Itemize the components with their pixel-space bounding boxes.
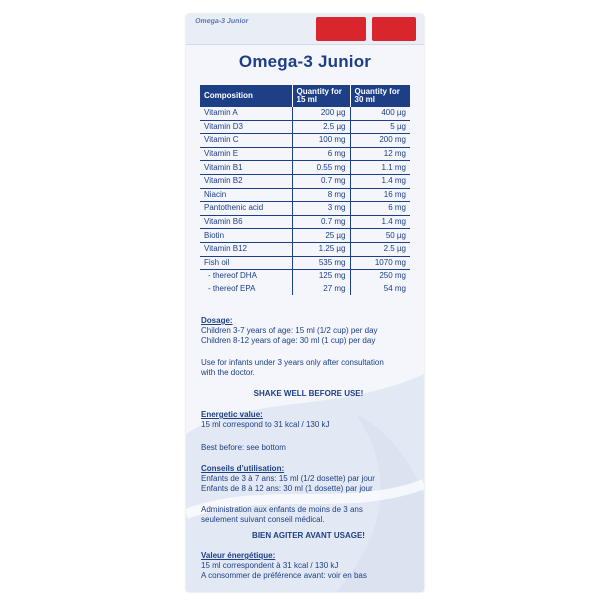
quantity-30ml: 50 µg <box>350 229 410 243</box>
table-row <box>200 134 410 148</box>
quantity-30ml: 6 mg <box>350 202 410 216</box>
dosage-heading: Dosage: <box>201 316 233 325</box>
infant-note-line: Use for infants under 3 years only after consultation <box>201 358 384 367</box>
valeur-line: 15 ml correspondent à 31 kcal / 130 kJ <box>201 561 339 570</box>
table-row <box>200 256 410 270</box>
quantity-15ml: 100 mg <box>292 134 350 148</box>
energetic-heading: Energetic value: <box>201 410 263 419</box>
header-quantity-15ml: Quantity for 15 ml <box>292 85 350 107</box>
dosage-line: Children 3-7 years of age: 15 ml (1/2 cup) per day <box>201 326 378 335</box>
quantity-15ml: 200 µg <box>292 107 350 120</box>
nutrient-name: Biotin <box>200 229 292 243</box>
energetic-line: 15 ml correspond to 31 kcal / 130 kJ <box>201 420 330 429</box>
quantity-15ml: 25 µg <box>292 229 350 243</box>
administration-line: Administration aux enfants de moins de 3 ans <box>201 505 363 514</box>
table-row <box>200 229 410 243</box>
administration-line: seulement suivant conseil médical. <box>201 515 325 524</box>
quantity-30ml: 1.4 mg <box>350 174 410 188</box>
administration-note <box>201 505 416 525</box>
nutrient-name: Vitamin B12 <box>200 242 292 256</box>
nutrient-name: Niacin <box>200 188 292 202</box>
quantity-30ml: 400 µg <box>350 107 410 120</box>
quantity-30ml: 1070 mg <box>350 256 410 270</box>
quantity-30ml: 2.5 µg <box>350 242 410 256</box>
table-row <box>200 242 410 256</box>
quantity-30ml: 5 µg <box>350 120 410 134</box>
quantity-30ml: 250 mg <box>379 271 406 281</box>
quantity-15ml: 6 mg <box>292 147 350 161</box>
quantity-30ml: 1.4 mg <box>350 215 410 229</box>
table-row <box>200 270 410 283</box>
quantity-15ml: 3 mg <box>292 202 350 216</box>
nutrient-name: Vitamin D3 <box>200 120 292 134</box>
quantity-15ml: 0.7 mg <box>292 174 350 188</box>
quantity-15ml: 1.25 µg <box>292 242 350 256</box>
nutrient-name: Fish oil <box>200 256 292 270</box>
conseils-line: Enfants de 3 à 7 ans: 15 ml (1/2 dosette) par jour <box>201 474 375 483</box>
table-header-row <box>200 85 410 107</box>
nutrient-name: Vitamin E <box>200 147 292 161</box>
quantity-15ml: 535 mg <box>292 256 350 270</box>
quantity-30ml: 54 mg <box>383 284 406 294</box>
product-box-side-panel <box>186 14 424 592</box>
shake-warning: SHAKE WELL BEFORE USE! <box>253 389 364 398</box>
nutrient-name: Vitamin B6 <box>200 215 292 229</box>
table-row <box>200 107 410 120</box>
nutrient-name: - thereof EPA <box>200 283 292 296</box>
header-composition: Composition <box>200 85 292 107</box>
valeur-section <box>201 551 416 581</box>
top-flap <box>186 14 424 45</box>
dosage-section <box>201 316 416 346</box>
nutrient-name: Vitamin C <box>200 134 292 148</box>
table-row <box>200 215 410 229</box>
nutrient-name: - thereof DHA <box>200 270 292 283</box>
flap-logo-text: Omega-3 Junior <box>194 18 249 25</box>
table-row <box>200 174 410 188</box>
infant-note <box>201 358 416 378</box>
quantity-30ml: 16 mg <box>350 188 410 202</box>
quantity-15ml: 125 mg <box>292 270 350 283</box>
quantity-15ml: 8 mg <box>292 188 350 202</box>
quantity-15ml: 0.55 mg <box>292 161 350 175</box>
quantity-15ml: 27 mg <box>292 283 350 296</box>
table-row <box>200 147 410 161</box>
quantity-30ml: 200 mg <box>350 134 410 148</box>
product-title: Omega-3 Junior <box>238 52 372 71</box>
nutrient-name: Vitamin B2 <box>200 174 292 188</box>
valeur-line: A consommer de préférence avant: voir en bas <box>201 571 367 580</box>
table-row <box>200 161 410 175</box>
nutrient-name: Vitamin B1 <box>200 161 292 175</box>
quantity-15ml: 2.5 µg <box>292 120 350 134</box>
energetic-section <box>201 410 416 430</box>
flap-red-label <box>316 17 366 41</box>
nutrient-name: Vitamin A <box>200 107 292 120</box>
table-row <box>200 120 410 134</box>
conseils-heading: Conseils d’utilisation: <box>201 464 285 473</box>
quantity-30ml: 1.1 mg <box>350 161 410 175</box>
flap-red-label <box>372 17 416 41</box>
composition-table <box>200 85 410 295</box>
dosage-line: Children 8-12 years of age: 30 ml (1 cup) per day <box>201 336 376 345</box>
infant-note-line: with the doctor. <box>201 368 255 377</box>
quantity-30ml: 12 mg <box>350 147 410 161</box>
table-row <box>200 283 410 296</box>
conseils-line: Enfants de 8 à 12 ans: 30 ml (1 dosette) par jour <box>201 484 373 493</box>
agiter-warning: BIEN AGITER AVANT USAGE! <box>252 531 365 540</box>
conseils-section <box>201 464 416 494</box>
nutrient-name: Pantothenic acid <box>200 202 292 216</box>
table-row <box>200 188 410 202</box>
valeur-heading: Valeur énergétique: <box>201 551 276 560</box>
best-before: Best before: see bottom <box>201 443 286 452</box>
quantity-15ml: 0.7 mg <box>292 215 350 229</box>
table-row <box>200 202 410 216</box>
header-quantity-30ml: Quantity for 30 ml <box>350 85 410 107</box>
